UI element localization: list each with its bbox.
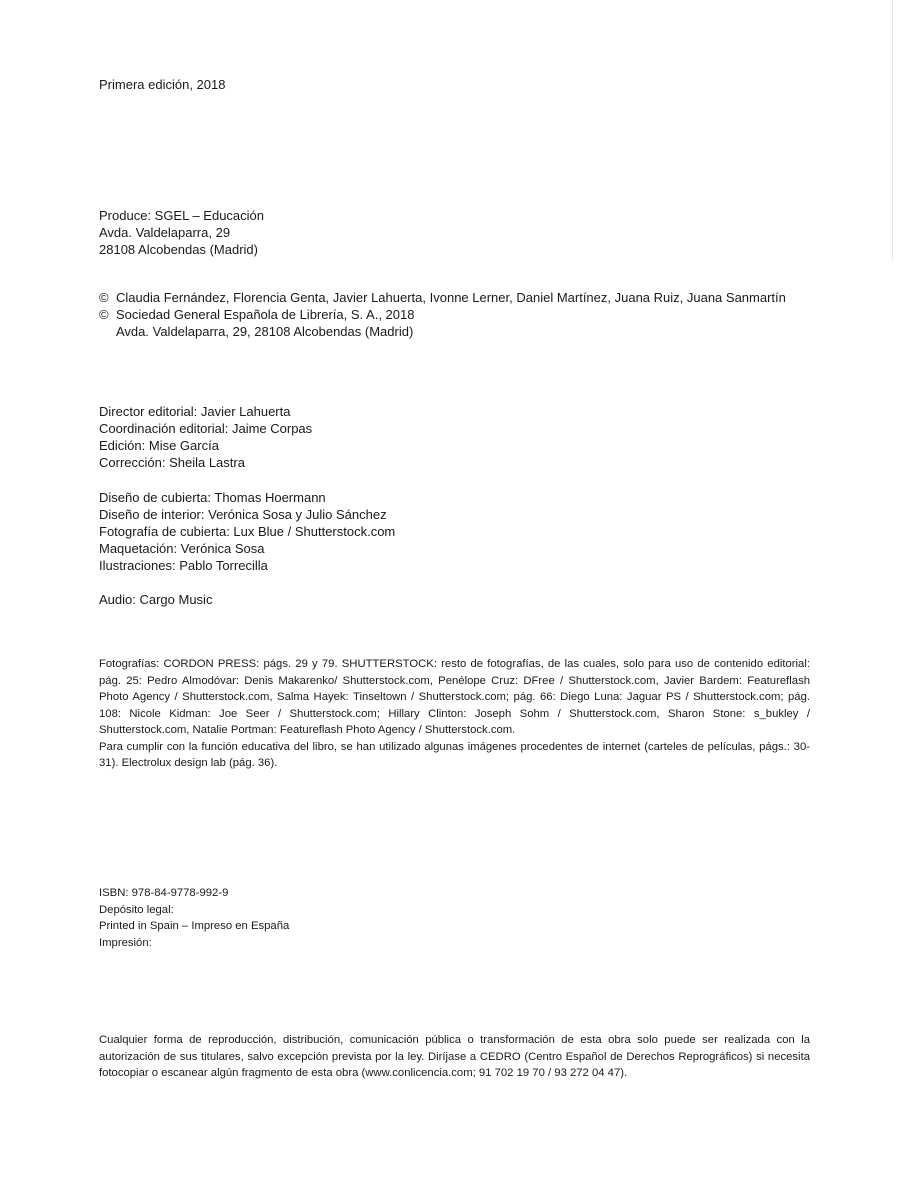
- edition-block: [99, 76, 225, 93]
- copyright-publisher: [99, 306, 786, 323]
- credit-cover-photo: Fotografía de cubierta: Lux Blue / Shutterstock.com: [99, 524, 396, 539]
- copyright-authors-text: Claudia Fernández, Florencia Genta, Javier Lahuerta, Ivonne Lerner, Daniel Martínez, Juana Ruiz, Juana Sanmartín: [116, 290, 786, 305]
- producer-block: [99, 207, 264, 258]
- internet-images-note: Para cumplir con la función educativa del libro, se han utilizado algunas imágenes procedentes de internet (carteles de películas, págs.: 30-31). Electrolux design lab (pág. 36).: [99, 740, 810, 769]
- credit-director: Director editorial: Javier Lahuerta: [99, 404, 291, 419]
- credit-audio: Audio: Cargo Music: [99, 592, 213, 607]
- copyright-publisher-address: Avda. Valdelaparra, 29, 28108 Alcobendas (Madrid): [116, 324, 414, 339]
- copyright-symbol: ©: [99, 290, 109, 305]
- credit-layout: Maquetación: Verónica Sosa: [99, 541, 265, 556]
- printing-text: Impresión:: [99, 936, 152, 949]
- copyright-authors: [99, 289, 786, 306]
- audio-credit-block: [99, 591, 212, 608]
- copyright-block: [99, 289, 786, 340]
- copyright-publisher-text: Sociedad General Española de Librería, S. A., 2018: [116, 307, 415, 322]
- legal-info-block: [99, 885, 289, 951]
- design-credits-block: [99, 489, 395, 574]
- credit-interior-design: Diseño de interior: Verónica Sosa y Julio Sánchez: [99, 507, 387, 522]
- credit-correction: Corrección: Sheila Lastra: [99, 455, 245, 470]
- legal-deposit-text: Depósito legal:: [99, 903, 174, 916]
- edition-text: Primera edición, 2018: [99, 77, 226, 92]
- credit-edition: Edición: Mise García: [99, 438, 219, 453]
- credit-coordination: Coordinación editorial: Jaime Corpas: [99, 421, 313, 436]
- page-edge-line: [892, 0, 893, 260]
- copyright-symbol: ©: [99, 307, 109, 322]
- credit-cover-design: Diseño de cubierta: Thomas Hoermann: [99, 490, 326, 505]
- producer-line: Produce: SGEL – Educación: [99, 208, 265, 223]
- printed-in-text: Printed in Spain – Impreso en España: [99, 920, 290, 932]
- credit-illustrations: Ilustraciones: Pablo Torrecilla: [99, 558, 268, 573]
- reproduction-notice-text: Cualquier forma de reproducción, distribución, comunicación pública o transformación de esta obra solo puede ser realizada con la autorización de sus titulares, salvo excepción prevista por la ley. Diríjase a CEDRO (Centro Español de Derechos Reprográficos) si necesita fotocopiar o escanear algún fragmento de esta obra (www.conlicencia.com; 91 702 19 70 / 93 272 04 47).: [99, 1034, 810, 1079]
- photo-credits-block: [99, 656, 810, 772]
- isbn-text: ISBN: 978-84-9778-992-9: [99, 887, 229, 899]
- editorial-credits-block: [99, 403, 312, 471]
- producer-city-line: 28108 Alcobendas (Madrid): [99, 242, 258, 257]
- reproduction-notice-block: [99, 1032, 810, 1082]
- photo-credits-text: Fotografías: CORDON PRESS: págs. 29 y 79. SHUTTERSTOCK: resto de fotografías, de las cuales, solo para uso de contenido editorial: pág. 25: Pedro Almodóvar: Denis Makarenko/ Shutterstock.com, Penélope Cruz: DFree / Shutterstock.com, Javier Bardem: Featureflash Photo Agency / Shutterstock.com, Salma Hayek: Tinseltown / Shutterstock.com; pág. 66: Diego Luna: Jaguar PS / Shutterstock.com; pág. 108: Nicole Kidman: Joe Seer / Shutterstock.com; Hillary Clinton: Joseph Sohm / Shutterstock.com, Sharon Stone: s_bukley / Shutterstock.com, Natalie Portman: Featureflash Photo Agency / Shutterstock.com.: [99, 658, 810, 736]
- producer-address-line: Avda. Valdelaparra, 29: [99, 225, 231, 240]
